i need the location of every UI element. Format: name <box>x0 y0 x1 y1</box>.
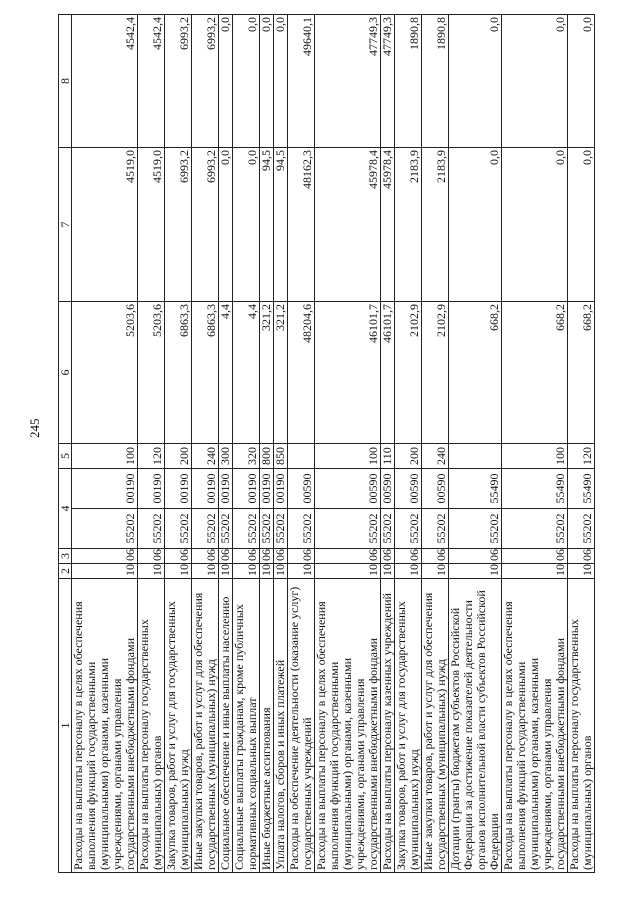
row-amount-year1: 46101,7 <box>315 302 381 444</box>
table-row <box>381 15 395 873</box>
row-amount-year3: 0,0 <box>449 15 502 148</box>
table-row <box>72 15 138 873</box>
row-section: 10 <box>138 564 165 579</box>
row-amount-year3: 49640,1 <box>288 15 315 148</box>
row-section: 10 <box>449 564 502 579</box>
table-row <box>260 15 274 873</box>
row-subsection: 06 <box>568 549 595 564</box>
row-section: 10 <box>165 564 192 579</box>
row-amount-year2: 4519,0 <box>138 148 165 302</box>
table-row <box>449 15 502 873</box>
header-row <box>59 15 72 873</box>
row-expense-type: 240 <box>192 444 219 469</box>
row-section: 10 <box>502 564 568 579</box>
row-amount-year2: 6993,2 <box>165 148 192 302</box>
row-target-article: 00590 <box>381 469 395 509</box>
row-target-article: 00590 <box>288 469 315 509</box>
row-target-program: 55202 <box>381 509 395 549</box>
row-expense-type <box>288 444 315 469</box>
row-amount-year3: 0,0 <box>274 15 288 148</box>
row-amount-year2: 48162,3 <box>288 148 315 302</box>
header-col-6: 6 <box>59 302 72 444</box>
row-target-program: 55202 <box>72 509 138 549</box>
row-amount-year2: 0,0 <box>502 148 568 302</box>
header-col-4: 4 <box>59 469 72 549</box>
row-target-article: 00190 <box>219 469 233 509</box>
row-expense-type: 100 <box>315 444 381 469</box>
row-amount-year3: 47749,3 <box>315 15 381 148</box>
header-col-5: 5 <box>59 444 72 469</box>
row-section: 10 <box>381 564 395 579</box>
row-target-program: 55202 <box>568 509 595 549</box>
row-section: 10 <box>315 564 381 579</box>
row-amount-year3: 1890,8 <box>422 15 449 148</box>
page-number: 245 <box>27 418 42 438</box>
row-name: Расходы на выплаты персоналу в целях обеспечения выполнения функций государственными (муниципальными) органами, казенными учреждениями, органами управления государственными внебюджетными фондами <box>315 579 381 873</box>
row-amount-year2: 0,0 <box>449 148 502 302</box>
row-subsection: 06 <box>192 549 219 564</box>
row-amount-year2: 45978,4 <box>381 148 395 302</box>
table-row <box>274 15 288 873</box>
row-section: 10 <box>422 564 449 579</box>
table-row <box>138 15 165 873</box>
row-section: 10 <box>72 564 138 579</box>
row-amount-year2: 0,0 <box>219 148 233 302</box>
row-section: 10 <box>219 564 233 579</box>
table-row <box>315 15 381 873</box>
row-section: 10 <box>260 564 274 579</box>
table-row <box>219 15 233 873</box>
row-subsection: 06 <box>395 549 422 564</box>
header-col-2: 2 <box>59 564 72 579</box>
row-name: Уплата налогов, сборов и иных платежей <box>274 579 288 873</box>
row-target-article: 55490 <box>568 469 595 509</box>
row-amount-year1: 4,4 <box>233 302 260 444</box>
row-amount-year2: 94,5 <box>260 148 274 302</box>
header-col-1: 1 <box>59 579 72 873</box>
row-target-article: 00190 <box>165 469 192 509</box>
row-name: Закупка товаров, работ и услуг для государственных (муниципальных) нужд <box>165 579 192 873</box>
row-target-article: 00590 <box>422 469 449 509</box>
row-expense-type: 850 <box>274 444 288 469</box>
row-target-program: 55202 <box>422 509 449 549</box>
row-target-program: 55202 <box>219 509 233 549</box>
row-target-program: 55202 <box>502 509 568 549</box>
row-subsection: 06 <box>422 549 449 564</box>
row-target-article: 00590 <box>315 469 381 509</box>
row-amount-year1: 46101,7 <box>381 302 395 444</box>
header-col-8: 8 <box>59 15 72 148</box>
table-row <box>422 15 449 873</box>
row-amount-year1: 5203,6 <box>138 302 165 444</box>
row-target-article: 55490 <box>502 469 568 509</box>
row-target-program: 55202 <box>288 509 315 549</box>
rotated-budget-table <box>58 15 612 873</box>
row-subsection: 06 <box>502 549 568 564</box>
table-row <box>502 15 568 873</box>
row-target-article: 00190 <box>192 469 219 509</box>
row-amount-year1: 6863,3 <box>165 302 192 444</box>
table-row <box>395 15 422 873</box>
row-amount-year3: 4542,4 <box>72 15 138 148</box>
row-name: Социальные выплаты гражданам, кроме публичных нормативных социальных выплат <box>233 579 260 873</box>
row-name: Расходы на выплаты персоналу государственных (муниципальных) органов <box>568 579 595 873</box>
row-subsection: 06 <box>260 549 274 564</box>
row-target-article: 00190 <box>138 469 165 509</box>
row-target-article: 00190 <box>72 469 138 509</box>
row-amount-year1: 668,2 <box>502 302 568 444</box>
row-name: Закупка товаров, работ и услуг для государственных (муниципальных) нужд <box>395 579 422 873</box>
row-amount-year3: 0,0 <box>233 15 260 148</box>
row-amount-year3: 0,0 <box>568 15 595 148</box>
row-subsection: 06 <box>138 549 165 564</box>
row-amount-year3: 4542,4 <box>138 15 165 148</box>
header-col-3: 3 <box>59 549 72 564</box>
row-target-article: 00190 <box>274 469 288 509</box>
row-expense-type <box>449 444 502 469</box>
row-subsection: 06 <box>315 549 381 564</box>
row-amount-year2: 2183,9 <box>395 148 422 302</box>
row-target-program: 55202 <box>233 509 260 549</box>
row-target-program: 55202 <box>449 509 502 549</box>
row-amount-year2: 0,0 <box>233 148 260 302</box>
row-expense-type: 200 <box>165 444 192 469</box>
row-name: Расходы на выплаты персоналу в целях обеспечения выполнения функций государственными (муниципальными) органами, казенными учреждениями, органами управления государственными внебюджетными фондами <box>502 579 568 873</box>
budget-table <box>58 14 595 873</box>
row-target-program: 55202 <box>274 509 288 549</box>
row-subsection: 06 <box>449 549 502 564</box>
row-name: Расходы на выплаты персоналу государственных (муниципальных) органов <box>138 579 165 873</box>
row-amount-year3: 1890,8 <box>395 15 422 148</box>
row-amount-year1: 2102,9 <box>395 302 422 444</box>
row-amount-year2: 0,0 <box>568 148 595 302</box>
row-subsection: 06 <box>233 549 260 564</box>
row-name: Иные закупки товаров, работ и услуг для обеспечения государственных (муниципальных) нужд <box>192 579 219 873</box>
row-name: Расходы на выплаты персоналу казенных учреждений <box>381 579 395 873</box>
row-section: 10 <box>233 564 260 579</box>
row-expense-type: 240 <box>422 444 449 469</box>
row-amount-year2: 2183,9 <box>422 148 449 302</box>
row-section: 10 <box>288 564 315 579</box>
row-name: Расходы на обеспечение деятельности (оказание услуг) государственных учреждений <box>288 579 315 873</box>
row-amount-year1: 6863,3 <box>192 302 219 444</box>
row-name: Дотации (гранты) бюджетам субъектов Российской Федерации за достижение показателей деятельности органов исполнительной власти субъектов Российской Федерации <box>449 579 502 873</box>
row-amount-year3: 47749,3 <box>381 15 395 148</box>
row-name: Иные закупки товаров, работ и услуг для обеспечения государственных (муниципальных) нужд <box>422 579 449 873</box>
row-subsection: 06 <box>288 549 315 564</box>
row-target-article: 00190 <box>233 469 260 509</box>
row-target-program: 55202 <box>315 509 381 549</box>
table-row <box>233 15 260 873</box>
row-amount-year2: 6993,2 <box>192 148 219 302</box>
row-amount-year3: 0,0 <box>260 15 274 148</box>
row-amount-year3: 0,0 <box>219 15 233 148</box>
row-section: 10 <box>274 564 288 579</box>
row-amount-year3: 6993,2 <box>192 15 219 148</box>
row-subsection: 06 <box>72 549 138 564</box>
table-row <box>165 15 192 873</box>
row-target-article: 55490 <box>449 469 502 509</box>
row-amount-year1: 2102,9 <box>422 302 449 444</box>
row-name: Иные бюджетные ассигнования <box>260 579 274 873</box>
row-expense-type: 120 <box>568 444 595 469</box>
row-expense-type: 120 <box>138 444 165 469</box>
row-amount-year1: 321,2 <box>274 302 288 444</box>
row-target-program: 55202 <box>138 509 165 549</box>
row-target-program: 55202 <box>165 509 192 549</box>
table-row <box>568 15 595 873</box>
row-amount-year3: 0,0 <box>502 15 568 148</box>
row-amount-year1: 5203,6 <box>72 302 138 444</box>
row-amount-year1: 4,4 <box>219 302 233 444</box>
table-row <box>192 15 219 873</box>
row-target-article: 00190 <box>260 469 274 509</box>
row-section: 10 <box>568 564 595 579</box>
row-expense-type: 320 <box>233 444 260 469</box>
row-amount-year1: 321,2 <box>260 302 274 444</box>
row-expense-type: 200 <box>395 444 422 469</box>
row-amount-year2: 94,5 <box>274 148 288 302</box>
row-expense-type: 100 <box>502 444 568 469</box>
row-amount-year3: 6993,2 <box>165 15 192 148</box>
row-subsection: 06 <box>274 549 288 564</box>
row-expense-type: 800 <box>260 444 274 469</box>
row-target-program: 55202 <box>395 509 422 549</box>
row-target-article: 00590 <box>395 469 422 509</box>
row-subsection: 06 <box>381 549 395 564</box>
row-amount-year2: 4519,0 <box>72 148 138 302</box>
row-name: Расходы на выплаты персоналу в целях обеспечения выполнения функций государственными (муниципальными) органами, казенными учреждениями, органами управления государственными внебюджетными фондами <box>72 579 138 873</box>
header-col-7: 7 <box>59 148 72 302</box>
row-amount-year1: 668,2 <box>449 302 502 444</box>
row-section: 10 <box>395 564 422 579</box>
row-amount-year2: 45978,4 <box>315 148 381 302</box>
row-amount-year1: 668,2 <box>568 302 595 444</box>
row-amount-year1: 48204,6 <box>288 302 315 444</box>
row-expense-type: 110 <box>381 444 395 469</box>
row-subsection: 06 <box>165 549 192 564</box>
row-subsection: 06 <box>219 549 233 564</box>
row-expense-type: 300 <box>219 444 233 469</box>
table-row <box>288 15 315 873</box>
row-target-program: 55202 <box>260 509 274 549</box>
row-name: Социальное обеспечение и иные выплаты населению <box>219 579 233 873</box>
row-expense-type: 100 <box>72 444 138 469</box>
row-section: 10 <box>192 564 219 579</box>
row-target-program: 55202 <box>192 509 219 549</box>
